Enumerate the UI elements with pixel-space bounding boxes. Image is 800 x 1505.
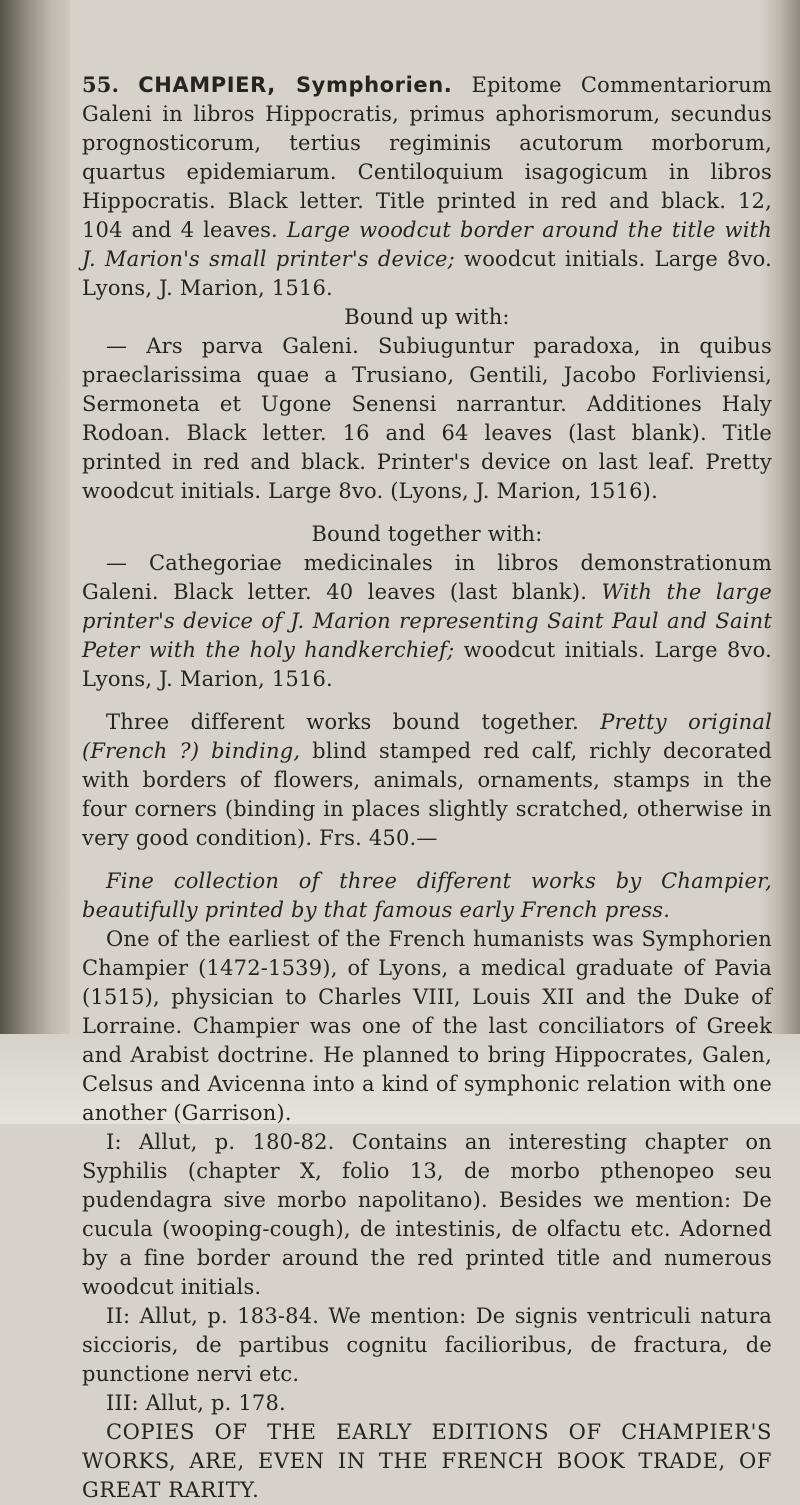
bound-together-heading: Bound together with: [311,522,543,546]
entry-title: Epitome Commentariorum Galeni in libros Hippocratis, primus aphorismorum, secundus prognosticorum, tertius regiminis acutorum morborum, quartus epidemiarum. Centiloquium isagogicum in libros Hippocratis. Black letter. Title printed in red and black. 12, 104 and 4 leaves. [82,73,772,242]
entry-author: CHAMPIER, Symphorien. [138,73,453,97]
price: Frs. 450.— [319,826,438,850]
book-gutter-shadow [0,0,70,1124]
entry-number: 55. [82,72,120,97]
ars-parva-entry: — Ars parva Galeni. Subiuguntur paradoxa, in quibus praeclarissima quae a Trusiano, Gentili, Jacobo Forliviensi, Sermoneta et Ugone Senensi narrantur. Additiones Haly Rodoan. Black letter. 16 and 64 leaves (last blank). Title printed in red and black. Printer's device on last leaf. Pretty woodcut initials. Large 8vo. (Lyons, J. Marion, 1516). [82,334,772,503]
rarity-note: COPIES OF THE EARLY EDITIONS OF CHAMPIER'S WORKS, ARE, EVEN IN THE FRENCH BOOK TRADE, OF GREAT RARITY. [82,1420,772,1502]
binding-lead: Three different works bound together. [106,710,580,734]
champier-biography: One of the earliest of the French humanists was Symphorien Champier (1472-1539), of Lyons, a medical graduate of Pavia (1515), physician to Charles VIII, Louis XII and the Duke of Lorraine. Champier was one of the last conciliators of Greek and Arabist doctrine. He planned to bring Hippocrates, Galen, Celsus and Avicenna into a kind of symphonic relation with one another (Garrison). [82,927,772,1125]
entry-border-note: Large woodcut border around the title with J. Marion's small printer's device; [82,218,772,271]
note-volume-three: III: Allut, p. 178. [106,1391,286,1415]
entry-imprint: woodcut initials. Large 8vo. Lyons, J. Marion, 1516. [82,247,772,300]
bound-up-heading: Bound up with: [344,305,510,329]
binding-description: blind stamped red calf, richly decorated with borders of flowers, animals, ornaments, stamps in the four corners (binding in places slightly scratched, otherwise in very good condition). [82,739,772,850]
entry-paragraph [82,70,772,303]
fine-collection-note: Fine collection of three different works by Champier, beautifully printed by that famous early French press. [82,869,772,922]
note-volume-two: II: Allut, p. 183-84. We mention: De signis ventriculi natura siccioris, de partibus cognitu facilioribus, de fractura, de punctione nervi etc. [82,1304,772,1386]
cathegoriae-entry [82,549,772,694]
cathegoriae-device-note: With the large printer's device of J. Marion representing Saint Paul and Saint Peter with the holy handkerchief; [82,580,772,662]
binding-italic: Pretty original (French ?) binding, [82,710,772,763]
note-volume-one: I: Allut, p. 180-82. Contains an interesting chapter on Syphilis (chapter X, folio 13, de morbo pthenopeo seu pudendagra sive morbo napolitano). Besides we mention: De cucula (wooping-cough), de intestinis, de olfactu etc. Adorned by a fine border around the red printed title and numerous woodcut initials. [82,1130,772,1299]
catalogue-page [82,70,772,1505]
cathegoriae-imprint: woodcut initials. Large 8vo. Lyons, J. Marion, 1516. [82,638,772,691]
cathegoriae-text: — Cathegoriae medicinales in libros demonstrationum Galeni. Black letter. 40 leaves (last blank). [82,551,772,604]
binding-paragraph [82,708,772,853]
